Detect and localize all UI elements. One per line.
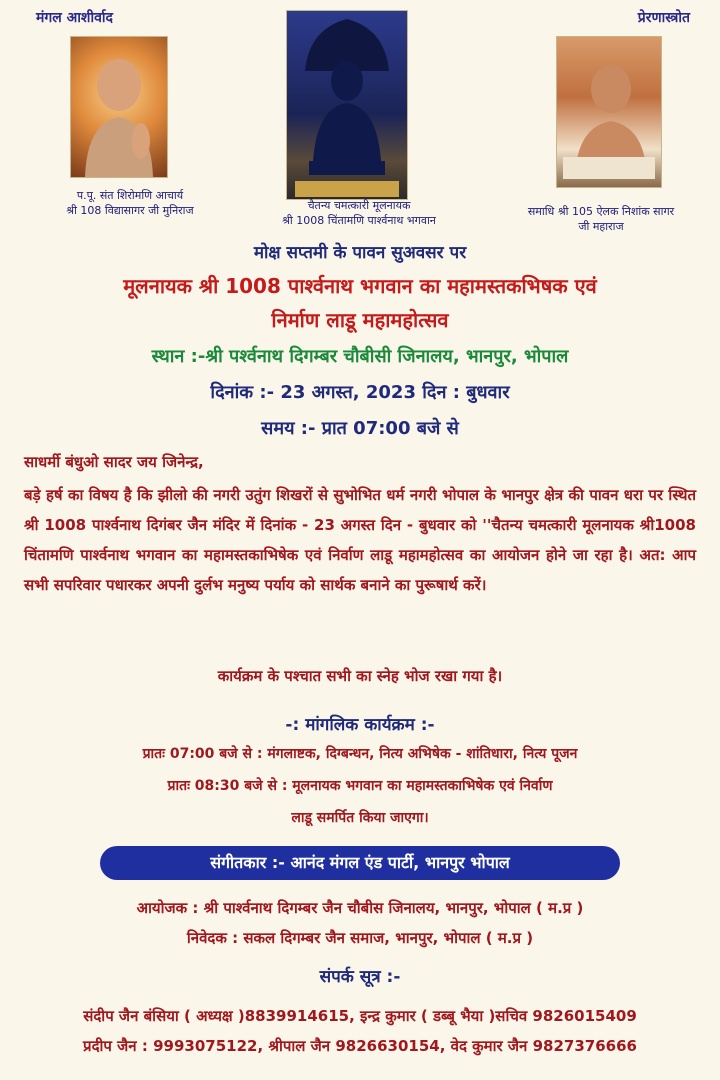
program-item-2: प्रातः 08:30 बजे से : मूलनायक भगवान का महामस्तकाभिषेक एवं निर्वाण	[167, 778, 553, 794]
contact-line-2: प्रदीप जैन : 9993075122, श्रीपाल जैन 9826630154, वेद कुमार जैन 9827376666	[83, 1037, 637, 1055]
muni-caption	[486, 204, 716, 234]
date-line: दिनांक :- 23 अगस्त, 2023 दिन : बुधवार	[210, 382, 510, 403]
invitation-paragraph: बड़े हर्ष का विषय है कि झीलो की नगरी उतुंग शिखरों से सुभोभित धर्म नगरी भोपाल के भानपुर क्षेत्र की पावन धरा पर स्थित श्री 1008 पार्श्वनाथ दिगंबर जैन मंदिर में दिनांक - 23 अगस्त दिन - बुधवार को ''चैतन्य चमत्कारी मूलनायक श्री1008 चिंतामणि पार्श्वनाथ भगवान का महामस्तकाभिषेक एवं निर्वाण लाडू महामहोत्सव का आयोजन होने जा रहा है। अत: आप सभी सपरिवार पधारकर अपनी दुर्लभ मनुष्य पर्याय को सार्थक बनाने का पुरूषार्थ करें।	[24, 486, 696, 594]
time-line: समय :- प्रात 07:00 बजे से	[261, 418, 459, 439]
acharya-caption	[10, 188, 250, 218]
event-title-line2: निर्माण लाडू महामहोत्सव	[271, 308, 449, 332]
deity-caption-line2: श्री 1008 चिंतामणि पार्श्वनाथ भगवान	[282, 214, 436, 227]
muni-caption-line1: समाधि श्री 105 ऐलक निशांक सागर	[527, 205, 675, 218]
muni-caption-line2: जी महाराज	[578, 220, 624, 233]
program-item-1: प्रातः 07:00 बजे से : मंगलाष्टक, दिग्बन्धन, नित्य अभिषेक - शांतिधारा, नित्य पूजन	[142, 746, 578, 762]
acharya-caption-line2: श्री 108 विद्यासागर जी मुनिराज	[66, 204, 194, 217]
deity-caption-line1: चैतन्य चमत्कारी मूलनायक	[307, 199, 411, 212]
contact-title: संपर्क सूत्र :-	[319, 967, 401, 987]
program-item-3: लाडू समर्पित किया जाएगा।	[291, 810, 429, 826]
acharya-caption-line1: प.पू. संत शिरोमणि आचार्य	[76, 189, 184, 202]
event-title-line1: मूलनायक श्री 1008 पार्श्वनाथ भगवान का महामस्तकभिषक एवं	[123, 274, 597, 298]
inspiration-label: प्रेरणास्त्रोत	[637, 10, 690, 26]
requester-line: निवेदक : सकल दिगम्बर जैन समाज, भानपुर, भोपाल ( म.प्र )	[186, 929, 534, 947]
blessing-label: मंगल आशीर्वाद	[36, 10, 113, 26]
acharya-photo	[70, 36, 168, 178]
program-title: -: मांगलिक कार्यक्रम :-	[285, 715, 435, 735]
feast-note: कार्यक्रम के पश्चात सभी का स्नेह भोज रखा गया है।	[217, 667, 503, 685]
muni-photo	[556, 36, 662, 188]
venue-line: स्थान :-श्री पर्श्वनाथ दिगम्बर चौबीसी जिनालय, भानपुर, भोपाल	[151, 346, 569, 367]
occasion-line: मोक्ष सप्तमी के पावन सुअवसर पर	[253, 243, 467, 263]
organizer-line: आयोजक : श्री पार्श्वनाथ दिगम्बर जैन चौबीस जिनालय, भानपुर, भोपाल ( म.प्र )	[136, 899, 584, 917]
music-band-banner: संगीतकार :- आनंद मंगल एंड पार्टी, भानपुर भोपाल	[100, 846, 620, 880]
header-photos	[0, 0, 720, 240]
deity-photo	[286, 10, 408, 200]
greeting: साधर्मी बंधुओ सादर जय जिनेन्द्र,	[24, 453, 204, 471]
deity-caption	[234, 198, 484, 228]
contact-line-1: संदीप जैन बंसिया ( अध्यक्ष )8839914615, इन्द्र कुमार ( डब्बू भैया )सचिव 9826015409	[83, 1007, 637, 1025]
